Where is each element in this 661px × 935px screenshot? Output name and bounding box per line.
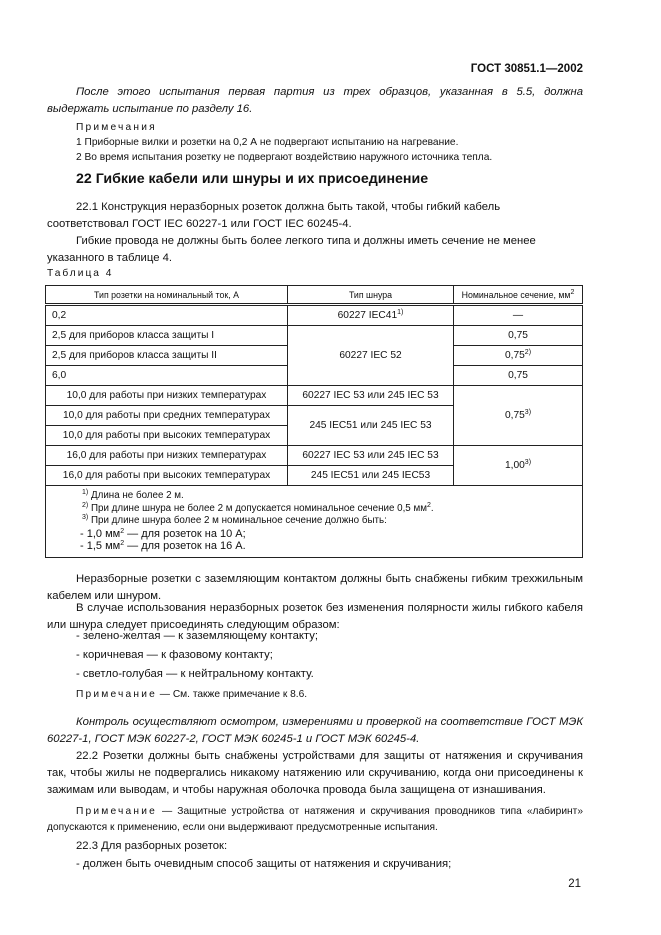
header-cord-type: Тип шнура xyxy=(288,286,454,305)
section-heading: 22 Гибкие кабели или шнуры и их присоединение xyxy=(76,171,429,187)
table-caption: Таблица 4 xyxy=(47,268,114,279)
footnote-3: $^{3)}$ При длине шнура более 2 м номинальное сечение должно быть: xyxy=(82,514,387,526)
paragraph-22-3-item: - должен быть очевидным способ защиты от натяжения и скручивания; xyxy=(76,858,452,870)
table-footnotes xyxy=(46,486,583,558)
table-row xyxy=(46,326,583,346)
footnote-1: $^{1)}$ Длина не более 2 м. xyxy=(82,489,184,501)
header-socket-type: Тип розетки на номинальный ток, А xyxy=(46,286,288,305)
cell-socket: 10,0 для работы при средних температурах xyxy=(46,406,288,426)
cell-cord: 245 IEC51 или 245 IEC 53 xyxy=(288,406,454,446)
note-1: 1 Приборные вилки и розетки на 0,2 А не подвергают испытанию на нагревание. xyxy=(76,137,459,148)
footnote-3-item-a: - 1,0 $мм^2$ — для розеток на 10 А; xyxy=(80,527,246,540)
cell-cord: 60227 IEC 53 или 245 IEC 53 xyxy=(288,446,454,466)
cell-socket: 6,0 xyxy=(46,366,288,386)
cell-socket: 16,0 для работы при высоких температурах xyxy=(46,466,288,486)
wire-color-list-item: - коричневая — к фазовому контакту; xyxy=(76,649,273,661)
cell-section: 0,75$^{2)}$ xyxy=(454,346,583,366)
note-labyrinth: Примечание — Защитные устройства от натяжения и скручивания проводников типа «лабиринт» допускаются к применению, если они выдерживают предусмотренные испытания. xyxy=(47,806,583,833)
italic-test-paragraph: После этого испытания первая партия из трех образцов, указанная в 5.5, должна выдержать испытание по разделу 16. xyxy=(47,86,583,115)
footnote-3-item-b: - 1,5 $мм^2$ — для розеток на 16 А. xyxy=(80,540,246,552)
paragraph-earthing-sockets: Неразборные розетки с заземляющим контактом должны быть снабжены гибким трехжильным кабелем или шнуром. xyxy=(47,573,583,602)
cell-cord: 60227 IEC 52 xyxy=(288,326,454,386)
cell-socket: 2,5 для приборов класса защиты II xyxy=(46,346,288,366)
table-row xyxy=(46,305,583,326)
cell-section: — xyxy=(454,305,583,326)
cell-cord: 60227 IEC 53 или 245 IEC 53 xyxy=(288,386,454,406)
cell-cord: 60227 IEC41$^{1)}$ xyxy=(288,305,454,326)
footnote-2: $^{2)}$ При длине шнура не более 2 м допускается номинальное сечение 0,5 $мм^2$. xyxy=(82,501,434,514)
table-footnotes-row xyxy=(46,486,583,558)
cell-socket: 16,0 для работы при низких температурах xyxy=(46,446,288,466)
wire-color-list-item: - светло-голубая — к нейтральному контакту. xyxy=(76,668,314,680)
paragraph-22-3: 22.3 Для разборных розеток: xyxy=(76,840,228,852)
cell-section: 0,75$^{3)}$ xyxy=(454,386,583,446)
cell-socket: 10,0 для работы при высоких температурах xyxy=(46,426,288,446)
paragraph-22-1-cords: Гибкие провода не должны быть более легкого типа и должны иметь сечение не менее указанного в таблице 4. xyxy=(47,235,536,264)
cell-socket: 0,2 xyxy=(46,305,288,326)
table-row xyxy=(46,386,583,406)
paragraph-22-1: 22.1 Конструкция неразборных розеток должна быть такой, чтобы гибкий кабель соответствовал ГОСТ IEC 60227-1 или ГОСТ IEC 60245-4. xyxy=(47,201,501,230)
cell-cord: 245 IEC51 или 245 IEC53 xyxy=(288,466,454,486)
note-2: 2 Во время испытания розетку не подвергают воздействию наружного источника тепла. xyxy=(76,152,493,163)
cell-section: 0,75 xyxy=(454,366,583,386)
notes-title: Примечания xyxy=(76,122,157,133)
paragraph-polarity: В случае использования неразборных розеток без изменения полярности жилы гибкого кабеля или шнура следует присоединять следующим образом: xyxy=(47,602,583,631)
header-nominal-section: Номинальное сечение, $мм^2$ xyxy=(454,286,583,305)
table-4 xyxy=(45,285,583,558)
page-number: 21 xyxy=(568,878,581,890)
table-header-row xyxy=(46,286,583,305)
cell-socket: 2,5 для приборов класса защиты I xyxy=(46,326,288,346)
cell-section: 0,75 xyxy=(454,326,583,346)
note-see-8-6: Примечание — См. также примечание к 8.6. xyxy=(76,689,308,700)
standard-code-header: ГОСТ 30851.1—2002 xyxy=(470,63,583,75)
wire-color-list-item: - зелено-желтая — к заземляющему контакту; xyxy=(76,630,319,642)
control-paragraph: Контроль осуществляют осмотром, измерениями и проверкой на соответствие ГОСТ МЭК 60227-1, ГОСТ МЭК 60227-2, ГОСТ МЭК 60245-1 и ГОСТ МЭК 60245-4. xyxy=(47,716,583,745)
cell-socket: 10,0 для работы при низких температурах xyxy=(46,386,288,406)
table-row xyxy=(46,446,583,466)
cell-section: 1,00$^{3)}$ xyxy=(454,446,583,486)
paragraph-22-2: 22.2 Розетки должны быть снабжены устройствами для защиты от натяжения и скручивания так, чтобы жилы не подвергались никакому натяжению или скручиванию, когда они присоединены к зажимам или выводам, и чтобы наружная оболочка провода была защищена от изнашивания. xyxy=(47,750,583,796)
